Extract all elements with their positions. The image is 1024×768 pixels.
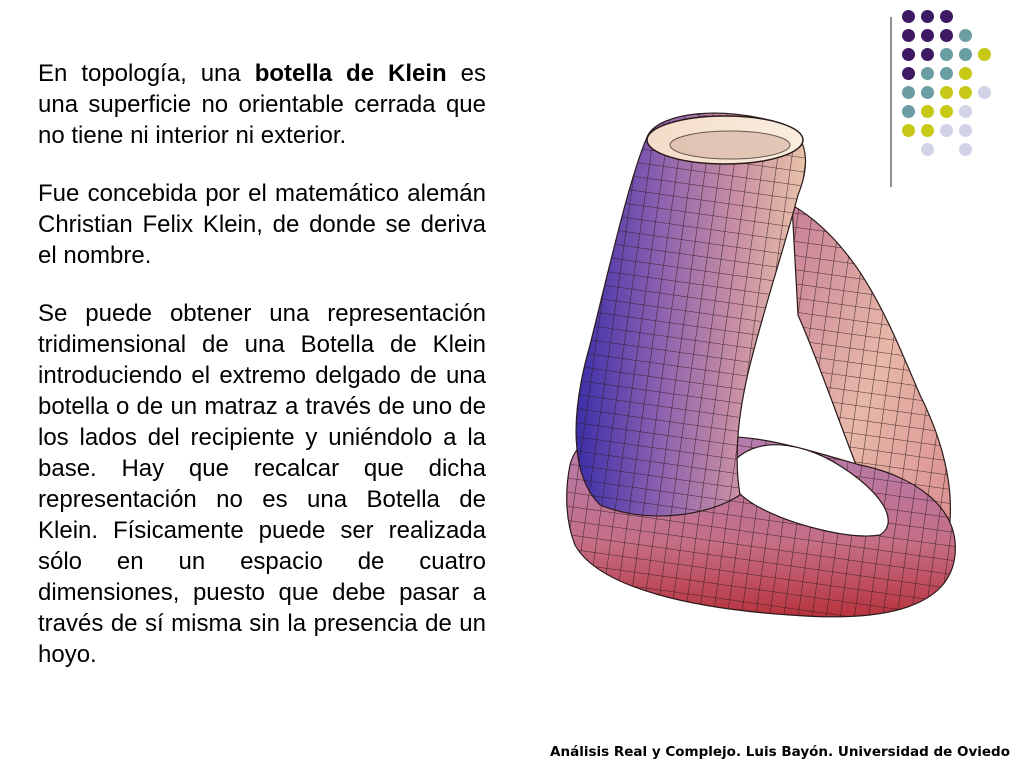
decor-dot <box>940 29 953 42</box>
footer-credit: Análisis Real y Complejo. Luis Bayón. Universidad de Oviedo <box>550 744 1010 760</box>
decor-dot <box>959 67 972 80</box>
decor-dot <box>978 48 991 61</box>
decor-dot <box>921 10 934 23</box>
decor-dot <box>902 67 915 80</box>
decor-dot <box>940 67 953 80</box>
decor-dot <box>921 67 934 80</box>
decor-dot <box>921 29 934 42</box>
decor-dot <box>940 10 953 23</box>
decor-dot <box>959 48 972 61</box>
decor-dot <box>902 10 915 23</box>
decor-dot <box>940 48 953 61</box>
term-klein-bottle: botella de Klein <box>254 60 447 87</box>
paragraph-2: Fue concebida por el matemático alemán Christian Felix Klein, de donde se deriva el nombre. <box>38 180 486 269</box>
decor-dot <box>959 29 972 42</box>
paragraph-3: Se puede obtener una representación tridimensional de una Botella de Klein introduciendo el extremo delgado de una botella o de un matraz a través de uno de los lados del recipiente y uniéndolo a la base. Hay que recalcar que dicha representación no es una Botella de Klein. Físicamente puede ser realizada sólo en un espacio de cuatro dimensiones, puesto que debe pasar a través de sí misma sin la presencia de un hoyo. <box>38 300 486 668</box>
decor-dot <box>902 48 915 61</box>
paragraph-1: En topología, una botella de Klein es una superficie no orientable cerrada que no tiene ni interior ni exterior. <box>38 60 486 149</box>
decor-dot <box>902 29 915 42</box>
body-text <box>38 58 486 697</box>
klein-bottle-illustration <box>560 95 980 625</box>
decor-dot <box>921 48 934 61</box>
